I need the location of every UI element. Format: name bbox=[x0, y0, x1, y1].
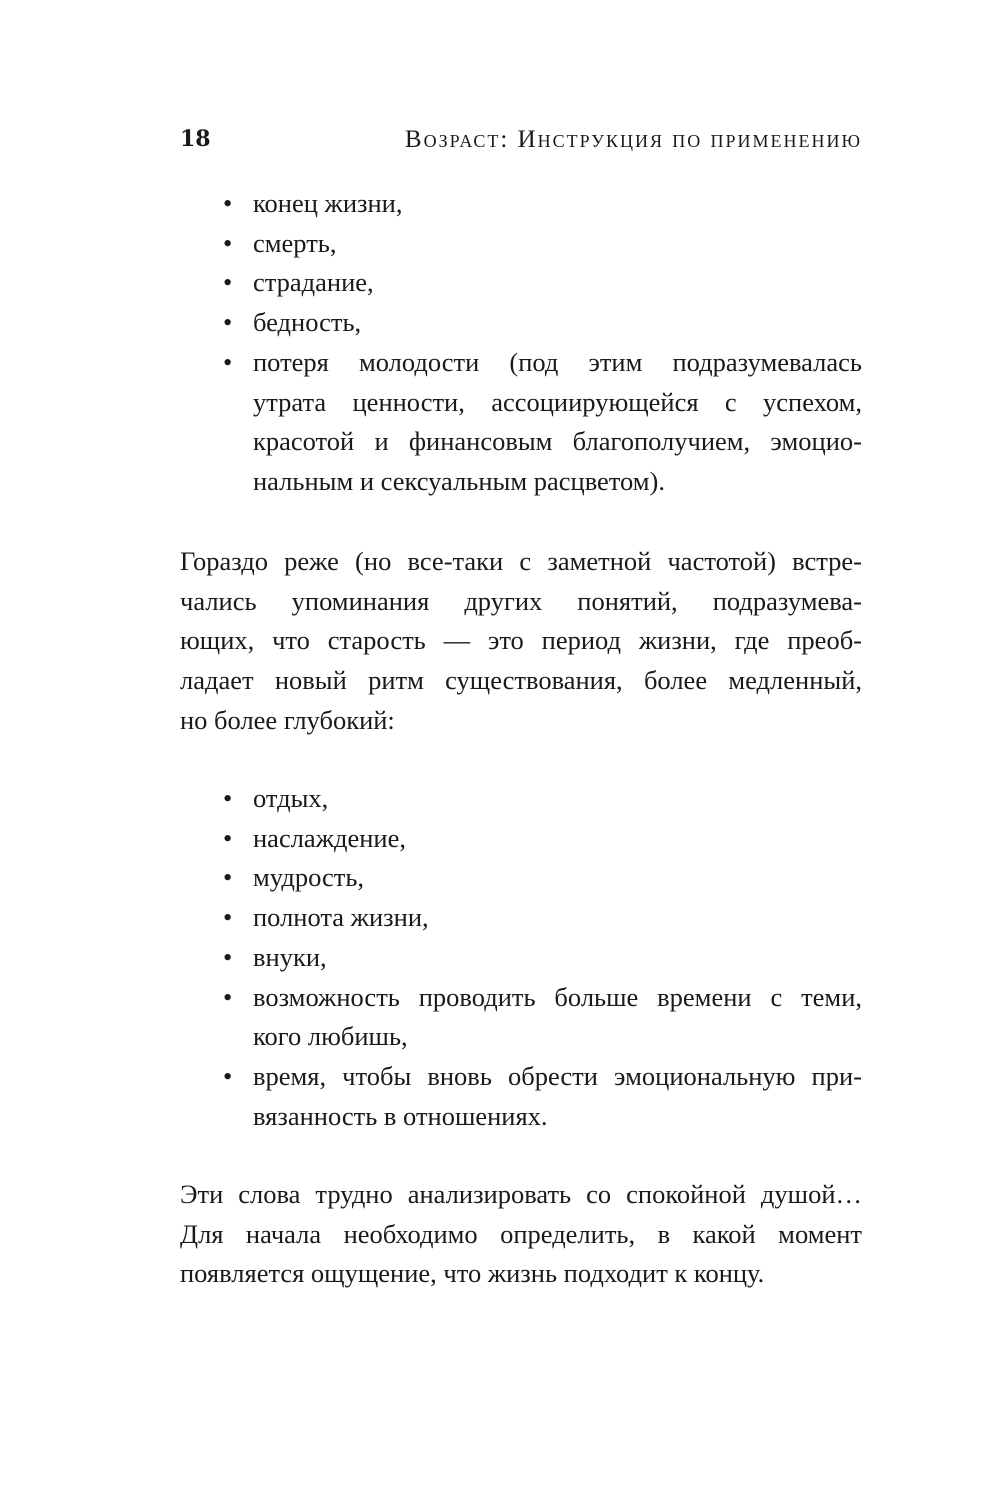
bullet-list-negative bbox=[180, 184, 862, 502]
text-line: чались упоминания других понятий, подразумева- bbox=[180, 585, 862, 616]
list-item bbox=[180, 184, 862, 224]
text-line: ладает новый ритм существования, более медленный, bbox=[180, 665, 862, 696]
list-item bbox=[180, 343, 862, 502]
bullet-icon: • bbox=[223, 981, 233, 1012]
page-number: 18 bbox=[180, 126, 211, 152]
list-item bbox=[180, 779, 862, 819]
bullet-icon: • bbox=[223, 346, 233, 377]
bullet-icon: • bbox=[223, 902, 233, 933]
text-line: смерть, bbox=[253, 227, 337, 258]
list-item bbox=[180, 858, 862, 898]
text-line: наслаждение, bbox=[253, 822, 406, 853]
text-line: возможность проводить больше времени с теми, bbox=[253, 981, 862, 1012]
bullet-icon: • bbox=[223, 862, 233, 893]
text-line: внуки, bbox=[253, 941, 327, 972]
list-item bbox=[180, 938, 862, 978]
text-line: потеря молодости (под этим подразумевалась bbox=[253, 346, 862, 377]
text-line: время, чтобы вновь обрести эмоциональную при- bbox=[253, 1060, 862, 1091]
text-line: утрата ценности, ассоциирующейся с успехом, bbox=[253, 386, 862, 417]
text-line: мудрость, bbox=[253, 862, 365, 893]
text-line: вязанность в отношениях. bbox=[253, 1100, 548, 1131]
text-line: Эти слова трудно анализировать со спокойной душой… bbox=[180, 1179, 862, 1209]
text-line: конец жизни, bbox=[253, 188, 403, 218]
text-line: но более глубокий: bbox=[180, 704, 395, 735]
list-item bbox=[180, 1057, 862, 1136]
bullet-icon: • bbox=[223, 188, 233, 218]
bullet-icon: • bbox=[223, 267, 233, 298]
text-line: полнота жизни, bbox=[253, 902, 429, 933]
text-line: кого любишь, bbox=[253, 1021, 408, 1052]
text-line: страдание, bbox=[253, 267, 374, 298]
text-line: отдых, bbox=[253, 783, 329, 813]
text-line: бедность, bbox=[253, 307, 362, 338]
text-line: нальным и сексуальным расцветом). bbox=[253, 465, 666, 496]
bullet-icon: • bbox=[223, 227, 233, 258]
text-line: появляется ощущение, что жизнь подходит к концу. bbox=[180, 1258, 765, 1289]
text-line: Для начала необходимо определить, в какой момент bbox=[180, 1218, 862, 1249]
running-title: Возраст: Инструкция по применению bbox=[404, 126, 862, 153]
list-item bbox=[180, 898, 862, 938]
bullet-icon: • bbox=[223, 783, 233, 813]
list-item bbox=[180, 224, 862, 264]
list-item bbox=[180, 819, 862, 859]
list-item bbox=[180, 303, 862, 343]
paragraph-2 bbox=[180, 1175, 862, 1294]
paragraph-1 bbox=[180, 542, 862, 741]
bullet-icon: • bbox=[223, 307, 233, 338]
text-line: ющих, что старость — это период жизни, где преоб- bbox=[180, 625, 862, 656]
list-item bbox=[180, 978, 862, 1057]
bullet-list-positive bbox=[180, 779, 862, 1136]
list-item bbox=[180, 263, 862, 303]
bullet-icon: • bbox=[223, 941, 233, 972]
text-line: Гораздо реже (но все-таки с заметной частотой) встре- bbox=[180, 546, 862, 576]
bullet-icon: • bbox=[223, 1060, 233, 1091]
text-line: красотой и финансовым благополучием, эмоцио- bbox=[253, 426, 862, 457]
bullet-icon: • bbox=[223, 822, 233, 853]
